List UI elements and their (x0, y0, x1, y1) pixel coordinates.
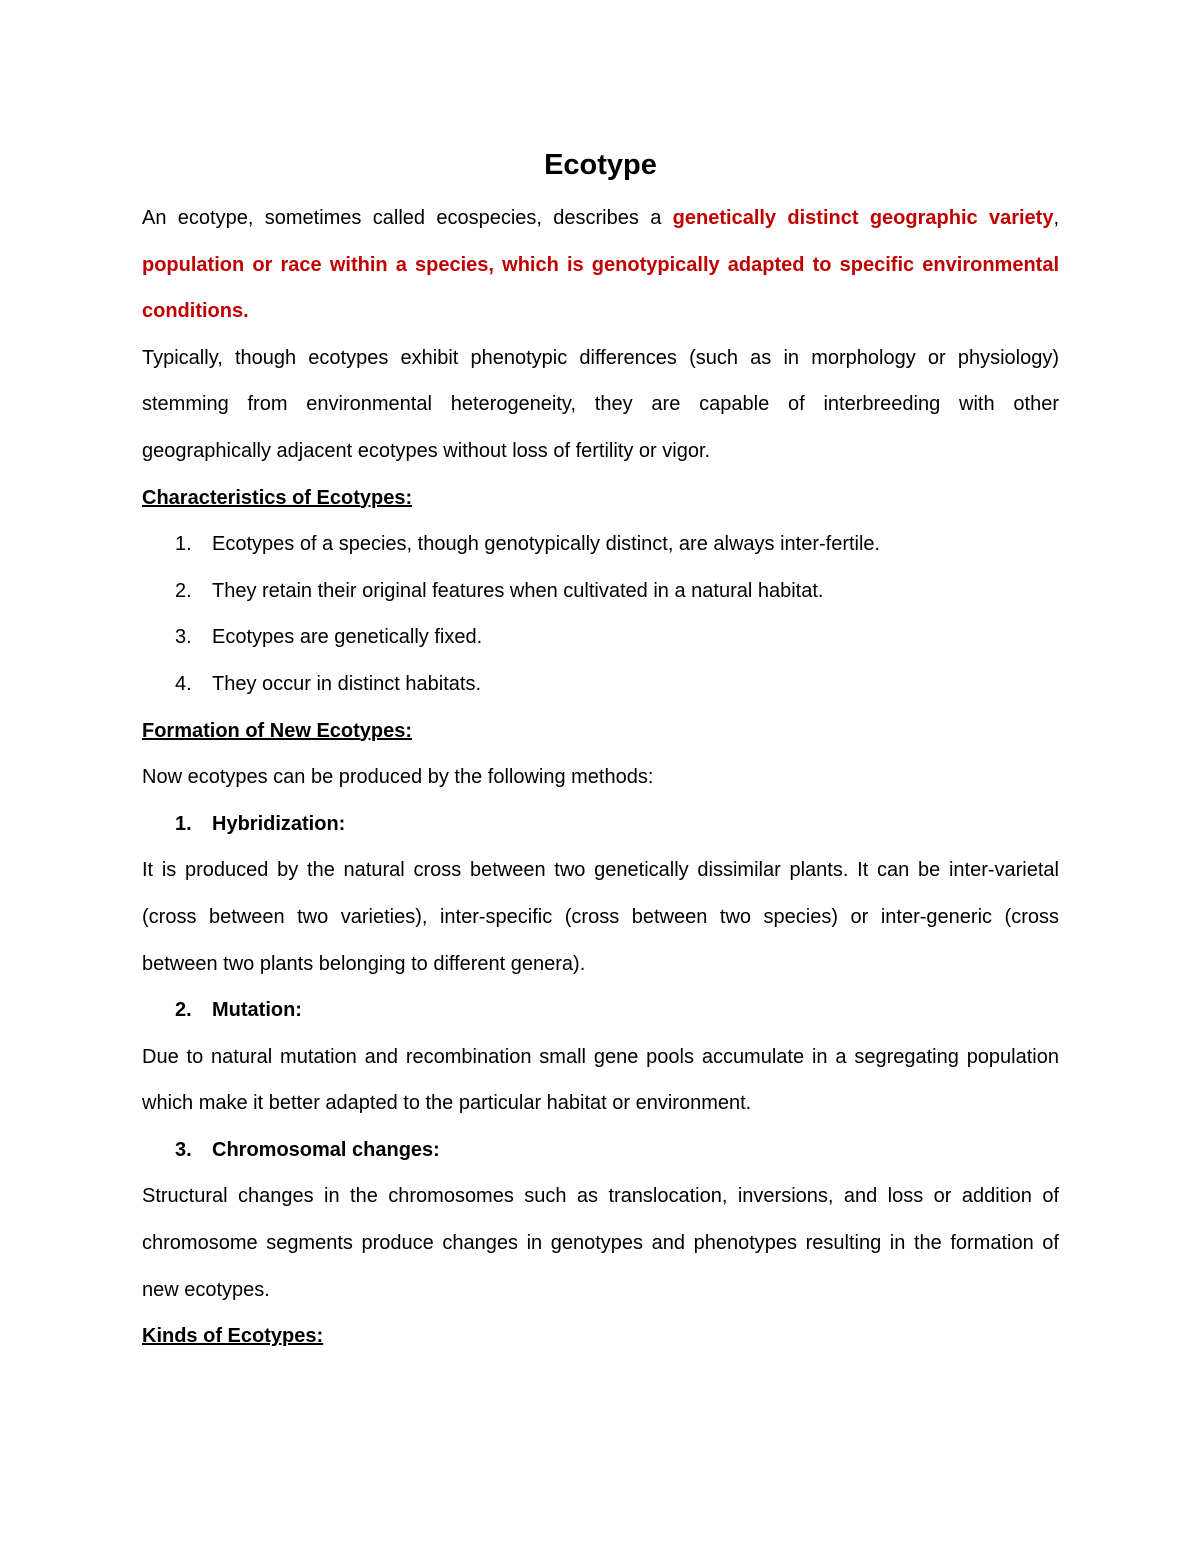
list-item-text: They retain their original features when cultivated in a natural habitat. (212, 579, 824, 602)
list-item-text: Ecotypes are genetically fixed. (212, 626, 483, 649)
method-text-hybridization: It is produced by the natural cross between two genetically dissimilar plants. It can be inter-varietal (cross between two varieties), inter-specific (cross between two species) or inter-generic (cross between two plants belonging to different genera). (142, 859, 1059, 975)
method-title-text: Chromosomal changes: (212, 1138, 440, 1161)
intro-paragraph (142, 195, 1059, 335)
characteristics-list (142, 521, 1059, 707)
list-item (142, 661, 1059, 708)
list-item-number: 3. (175, 626, 192, 649)
method-text-chromosomal-changes: Structural changes in the chromosomes such as translocation, inversions, and loss or addition of chromosome segments produce changes in genotypes and phenotypes resulting in the formation of new ecotypes. (142, 1185, 1059, 1301)
characteristics-heading: Characteristics of Ecotypes: (142, 486, 413, 509)
intro-highlight-2: population or race within a species, which is genotypically adapted to specific environmental conditions. (142, 253, 1059, 323)
list-item-number: 1. (175, 533, 192, 556)
list-item (142, 568, 1059, 615)
list-item-number: 2. (175, 579, 192, 602)
method-text-mutation: Due to natural mutation and recombination small gene pools accumulate in a segregating population which make it better adapted to the particular habitat or environment. (142, 1045, 1059, 1115)
intro-text-part1: An ecotype, sometimes called ecospecies, describes a (142, 207, 673, 229)
intro-text-part2: , (1053, 207, 1060, 229)
formation-heading: Formation of New Ecotypes: (142, 719, 413, 742)
formation-intro: Now ecotypes can be produced by the following methods: (142, 766, 654, 789)
method-title-mutation (142, 987, 1059, 1034)
page-title: Ecotype (544, 149, 657, 181)
method-number: 1. (175, 812, 192, 835)
method-title-hybridization (142, 801, 1059, 848)
document-body (142, 140, 1059, 1360)
intro-highlight-1: genetically distinct geographic variety (672, 207, 1054, 229)
intro-paragraph-2: Typically, though ecotypes exhibit phenotypic differences (such as in morphology or physiology) stemming from environmental heterogeneity, they are capable of interbreeding with other geographically adjacent ecotypes without loss of fertility or vigor. (142, 346, 1059, 462)
method-number: 2. (175, 999, 192, 1022)
method-title-text: Hybridization: (212, 812, 346, 835)
method-title-chromosomal-changes (142, 1127, 1059, 1174)
kinds-heading: Kinds of Ecotypes: (142, 1325, 324, 1348)
list-item (142, 521, 1059, 568)
list-item-number: 4. (175, 672, 192, 695)
list-item-text: Ecotypes of a species, though genotypically distinct, are always inter-fertile. (212, 533, 881, 556)
method-title-text: Mutation: (212, 999, 302, 1022)
method-number: 3. (175, 1138, 192, 1161)
list-item-text: They occur in distinct habitats. (212, 672, 482, 695)
list-item (142, 614, 1059, 661)
